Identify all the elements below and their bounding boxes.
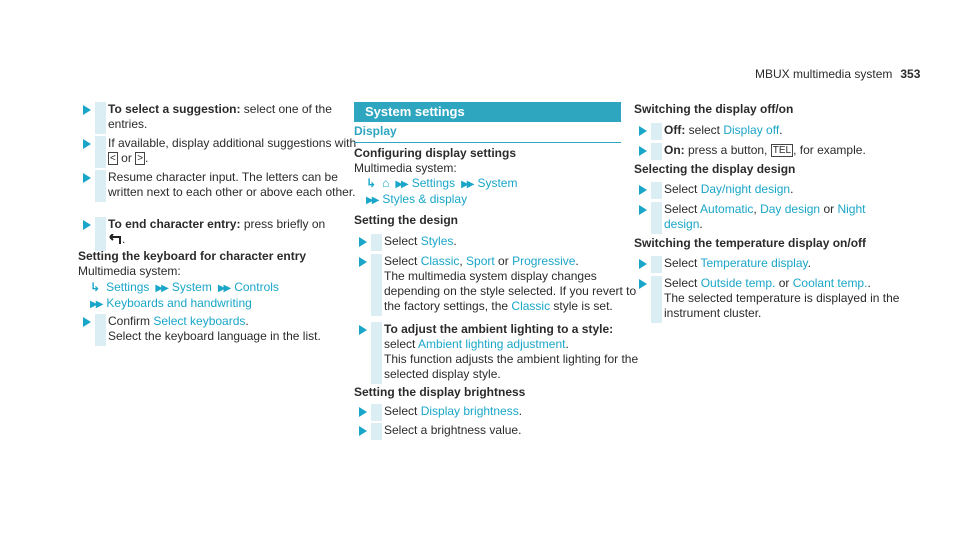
forward-icon: ▶▶: [90, 299, 102, 310]
step-display-off: [634, 123, 914, 138]
forward-icon: ▶▶: [395, 179, 407, 190]
section-heading: Configuring display settings: [354, 146, 517, 160]
step-text: style is set.: [550, 299, 613, 313]
chevron-left-icon: <: [110, 153, 116, 164]
step-arrow-icon: [83, 105, 91, 115]
menu-link[interactable]: Ambient lighting adjustment: [418, 337, 566, 351]
step-temperature-type: [634, 276, 914, 321]
forward-icon: ▶▶: [155, 283, 167, 294]
step-text: .: [565, 337, 569, 351]
step-text: .: [790, 182, 794, 196]
subsection-title: Display: [354, 124, 621, 143]
step-text: .: [145, 151, 149, 165]
page-header: [755, 67, 920, 82]
step-text: .: [867, 276, 871, 290]
step-arrow-icon: [639, 259, 647, 269]
step-text: The selected temperature is displayed in the instrument cluster.: [664, 291, 900, 320]
step-arrow-icon: [83, 317, 91, 327]
section-heading: Setting the display brightness: [354, 385, 526, 399]
step-text: .: [518, 404, 523, 418]
path-item[interactable]: Controls: [234, 280, 279, 294]
step-resume-input: [78, 170, 368, 200]
step-arrow-icon: [639, 205, 647, 215]
step-design-mode: [634, 202, 892, 232]
step-bold-label: To adjust the ambient lighting to a style:: [384, 322, 614, 336]
section-title: System settings: [365, 104, 465, 119]
menu-path: [354, 176, 633, 208]
menu-link[interactable]: Display brightness: [420, 404, 519, 418]
step-arrow-icon: [639, 146, 647, 156]
menu-link[interactable]: Select keyboards: [153, 314, 246, 328]
step-text: Select a brightness value.: [384, 423, 522, 437]
step-temperature-display: [634, 256, 914, 271]
menu-link[interactable]: Automatic: [700, 202, 754, 216]
step-text: Select: [384, 254, 421, 268]
header-title: MBUX multimedia system: [755, 67, 893, 81]
step-display-brightness: [354, 404, 649, 419]
path-item[interactable]: Settings: [106, 280, 150, 294]
menu-link[interactable]: Classic: [420, 254, 460, 268]
step-bold-label: On:: [664, 143, 685, 157]
step-arrow-icon: [359, 407, 367, 417]
menu-link[interactable]: Display off: [723, 123, 780, 137]
step-select-suggestion: [78, 102, 368, 132]
step-text: or: [775, 276, 793, 290]
step-bold-label: To select a suggestion:: [108, 102, 241, 116]
step-text: ,: [753, 202, 761, 216]
step-text: or: [820, 202, 838, 216]
forward-icon: ▶▶: [461, 179, 473, 190]
step-arrow-icon: [83, 139, 91, 149]
step-arrow-icon: [359, 237, 367, 247]
step-text: If available, display additional suggestions with: [108, 136, 357, 150]
path-item[interactable]: Styles & display: [382, 192, 468, 206]
section-heading: Selecting the display design: [634, 162, 796, 176]
step-ambient-lighting: [354, 322, 649, 382]
step-day-night-design: [634, 182, 914, 197]
path-item[interactable]: System: [477, 176, 518, 190]
section-heading: Switching the temperature display on/off: [634, 236, 867, 250]
step-arrow-icon: [359, 257, 367, 267]
step-arrow-icon: [639, 126, 647, 136]
menu-link[interactable]: Classic: [511, 299, 551, 313]
step-text: or: [117, 151, 136, 165]
step-text: Select: [384, 404, 421, 418]
page-number: 353: [900, 67, 921, 81]
step-text: .: [807, 256, 811, 270]
step-additional-suggestions: [78, 136, 368, 166]
menu-link[interactable]: Styles: [420, 234, 454, 248]
system-label: Multimedia system:: [78, 264, 181, 278]
forward-icon: ▶▶: [217, 283, 230, 294]
step-text: ,: [459, 254, 467, 268]
step-text: select: [685, 123, 724, 137]
step-bold-label: To end character entry:: [108, 217, 241, 231]
step-text: Select the keyboard language in the list.: [108, 329, 321, 343]
menu-path: [78, 280, 352, 312]
step-arrow-icon: [83, 220, 91, 230]
step-arrow-icon: [639, 279, 647, 289]
step-text: Select: [384, 234, 421, 248]
menu-link[interactable]: Outside temp.: [700, 276, 776, 290]
step-text: select one of the entries.: [108, 102, 332, 131]
chevron-right-icon: >: [137, 153, 144, 164]
step-brightness-value: [354, 423, 649, 438]
step-text: The multimedia system display changes depending on the style selected. If you revert to the factory settings, the: [384, 269, 637, 313]
section-heading: Switching the display off/on: [634, 102, 794, 116]
home-icon[interactable]: ⌂: [382, 176, 390, 190]
step-text: .: [453, 234, 457, 248]
step-confirm: [78, 314, 368, 344]
step-text: .: [699, 217, 703, 231]
step-text: press a button,: [684, 143, 771, 157]
section-heading: Setting the keyboard for character entry: [78, 249, 307, 263]
step-text: or: [494, 254, 513, 268]
tel-key-icon: TEL: [772, 145, 792, 156]
step-text: Confirm: [108, 314, 154, 328]
step-arrow-icon: [639, 185, 647, 195]
menu-link[interactable]: Day/night design: [700, 182, 791, 196]
path-item[interactable]: Settings: [411, 176, 456, 190]
path-item[interactable]: System: [171, 280, 212, 294]
menu-link[interactable]: Day design: [760, 202, 821, 216]
menu-link[interactable]: Progressive: [512, 254, 576, 268]
step-text: This function adjusts the ambient lighting for the selected display style.: [384, 352, 639, 381]
menu-link[interactable]: Temperature display: [700, 256, 808, 270]
step-end-entry: To end character entry: press briefly on .: [78, 217, 368, 249]
step-text: Select: [664, 202, 701, 216]
step-text: .: [245, 314, 249, 328]
step-arrow-icon: [83, 173, 91, 183]
turn-arrow-icon: ↳: [90, 280, 101, 294]
menu-link[interactable]: Night design: [664, 202, 866, 231]
step-text: Resume character input. The letters can be written next to each other or above each other.: [108, 170, 356, 199]
step-text: press briefly on: [240, 217, 326, 231]
step-text: .: [575, 254, 579, 268]
step-text: .: [779, 123, 783, 137]
step-text: , for example.: [793, 143, 866, 157]
menu-link[interactable]: Sport: [466, 254, 495, 268]
step-select-style-type: [354, 254, 649, 314]
step-text: Select: [664, 182, 701, 196]
step-select-styles: [354, 234, 649, 249]
step-text: Select: [664, 276, 701, 290]
step-text: Select: [664, 256, 701, 270]
section-title-bar: [354, 102, 621, 122]
step-arrow-icon: [359, 325, 367, 335]
step-bold-label: Off:: [664, 123, 686, 137]
step-text: select: [384, 337, 419, 351]
forward-icon: ▶▶: [366, 195, 378, 206]
path-item[interactable]: Keyboards and handwriting: [106, 296, 252, 310]
turn-arrow-icon: ↳: [366, 176, 377, 190]
system-label: Multimedia system:: [354, 161, 457, 175]
step-arrow-icon: [359, 426, 367, 436]
step-display-on: [634, 143, 914, 158]
menu-link[interactable]: Coolant temp.: [792, 276, 868, 290]
back-arrow-icon: [108, 234, 122, 249]
section-heading: Setting the design: [354, 213, 459, 227]
